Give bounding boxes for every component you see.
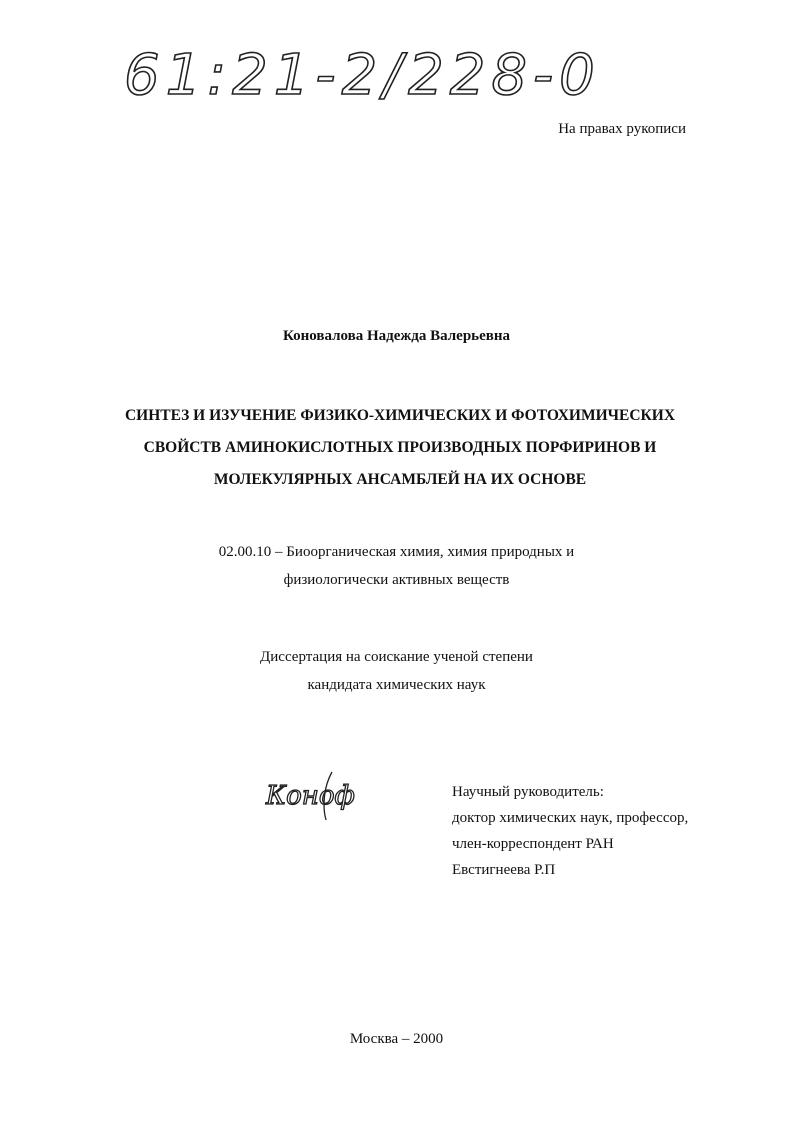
handwritten-archive-code: [120, 28, 601, 113]
title-line: МОЛЕКУЛЯРНЫХ АНСАМБЛЕЙ НА ИХ ОСНОВЕ: [213, 471, 587, 488]
supervisor-line: Евстигнеева Р.П: [452, 862, 556, 878]
degree-statement: [0, 643, 793, 699]
degree-line: Диссертация на соискание ученой степени: [260, 649, 533, 665]
author-name: Коновалова Надежда Валерьевна: [282, 328, 511, 344]
dissertation-title: [110, 400, 690, 496]
supervisor-line: Научный руководитель:: [452, 784, 604, 800]
author-signature: [262, 766, 355, 826]
supervisor-line: доктор химических наук, профессор,: [452, 810, 689, 826]
scientific-supervisor: [452, 779, 688, 883]
degree-line: кандидата химических наук: [307, 677, 486, 693]
specialty-code: [0, 538, 793, 594]
handwritten-code-text: 61:21-2/228-0: [124, 43, 601, 108]
title-line: СИНТЕЗ И ИЗУЧЕНИЕ ФИЗИКО-ХИМИЧЕСКИХ И ФОТОХИМИЧЕСКИХ: [124, 407, 676, 424]
specialty-line: 02.00.10 – Биоорганическая химия, химия природных и: [218, 544, 575, 560]
rights-note: На правах рукописи: [558, 121, 686, 137]
city-year: Москва – 2000: [349, 1031, 444, 1047]
signature-text: Коноф: [266, 781, 355, 811]
specialty-line: физиологически активных веществ: [283, 572, 510, 588]
supervisor-line: член-корреспондент РАН: [452, 836, 614, 852]
title-line: СВОЙСТВ АМИНОКИСЛОТНЫХ ПРОИЗВОДНЫХ ПОРФИРИНОВ И: [143, 439, 657, 456]
